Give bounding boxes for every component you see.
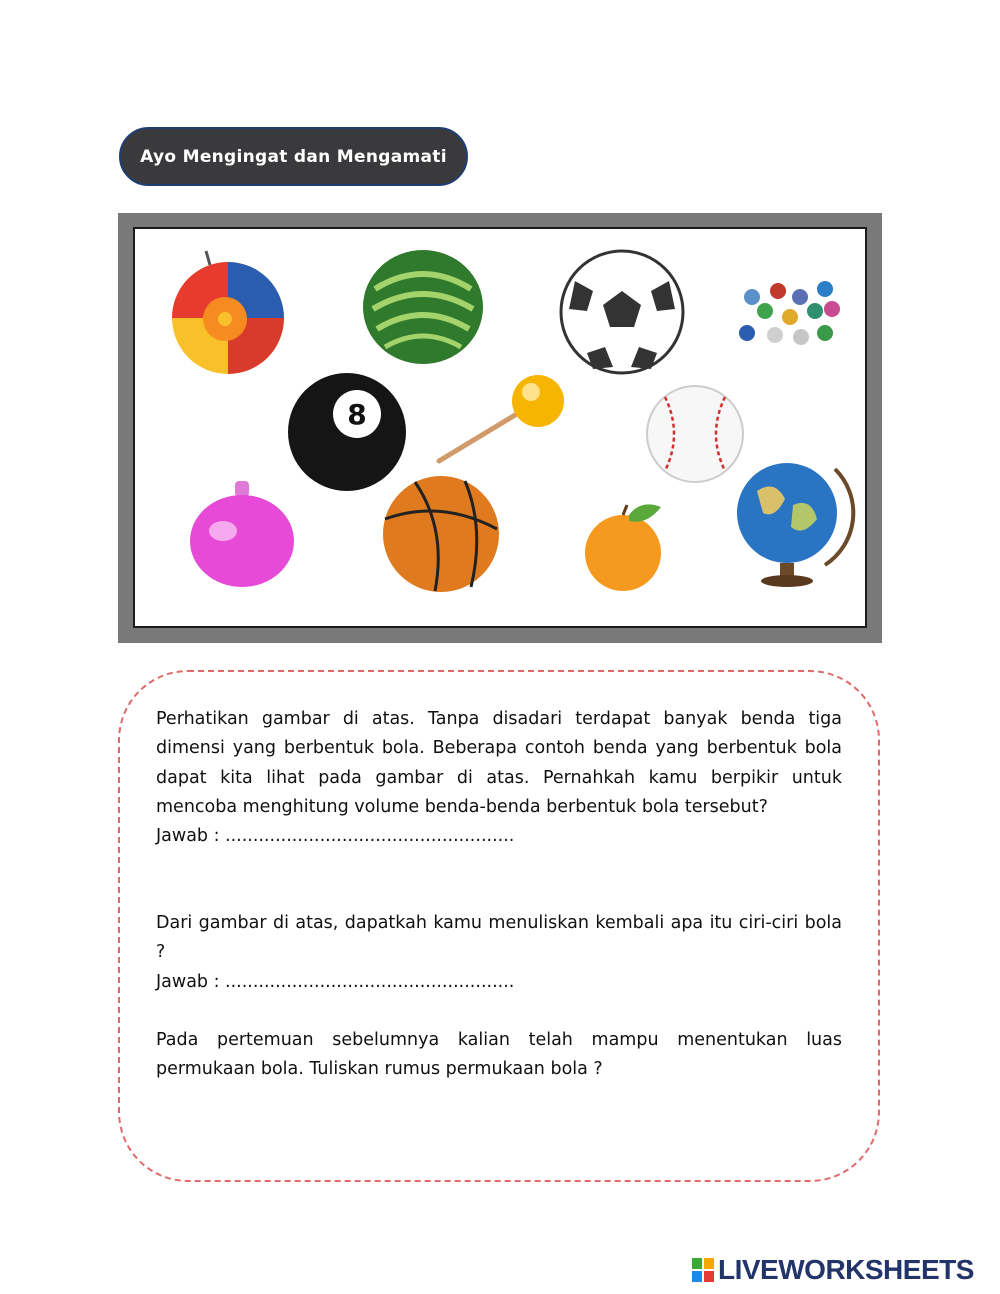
question-3 bbox=[156, 1026, 842, 1085]
section-title-pill bbox=[119, 127, 468, 186]
question-1-answer[interactable]: Jawab : .................................................... bbox=[156, 826, 515, 847]
billiard-ball-icon bbox=[288, 373, 406, 491]
basketball-icon bbox=[383, 476, 499, 592]
question-2-text: Dari gambar di atas, dapatkah kamu menuliskan kembali apa itu ciri-ciri bola ? bbox=[156, 913, 842, 963]
question-1-text: Perhatikan gambar di atas. Tanpa disadari terdapat banyak benda tiga dimensi yang berbentuk bola. Beberapa contoh benda yang berbentuk bola dapat kita lihat pada gambar di atas. Pernahkah kamu berpikir untuk mencoba menghitung volume benda-benda berbentuk bola tersebut? bbox=[156, 709, 842, 817]
question-3-text: Pada pertemuan sebelumnya kalian telah mampu menentukan luas permukaan bola. Tuliskan rumus permukaan bola ? bbox=[156, 1030, 842, 1080]
liveworksheets-logo bbox=[692, 1254, 974, 1286]
question-2-answer[interactable]: Jawab : .................................................... bbox=[156, 971, 515, 992]
illustration-frame bbox=[118, 213, 882, 643]
watermelon-icon bbox=[363, 250, 483, 364]
question-2 bbox=[156, 909, 842, 997]
logo-blocks-icon bbox=[692, 1258, 714, 1282]
brand-name: LIVEWORKSHEETS bbox=[718, 1254, 974, 1285]
question-1 bbox=[156, 705, 842, 851]
section-title: Ayo Mengingat dan Mengamati bbox=[140, 146, 447, 167]
illustration-panel bbox=[133, 227, 867, 628]
soccer-ball-icon bbox=[561, 251, 683, 373]
orange-fruit-icon bbox=[585, 504, 661, 591]
illustration-svg bbox=[135, 229, 865, 626]
lollipop-icon bbox=[439, 375, 564, 461]
marbles-icon bbox=[739, 281, 840, 345]
globe-icon bbox=[737, 463, 853, 587]
billiard-ball-number: 8 bbox=[347, 398, 367, 431]
beach-ball-icon bbox=[172, 251, 284, 374]
perfume-bottle-icon bbox=[190, 481, 294, 587]
baseball-icon bbox=[647, 386, 743, 482]
